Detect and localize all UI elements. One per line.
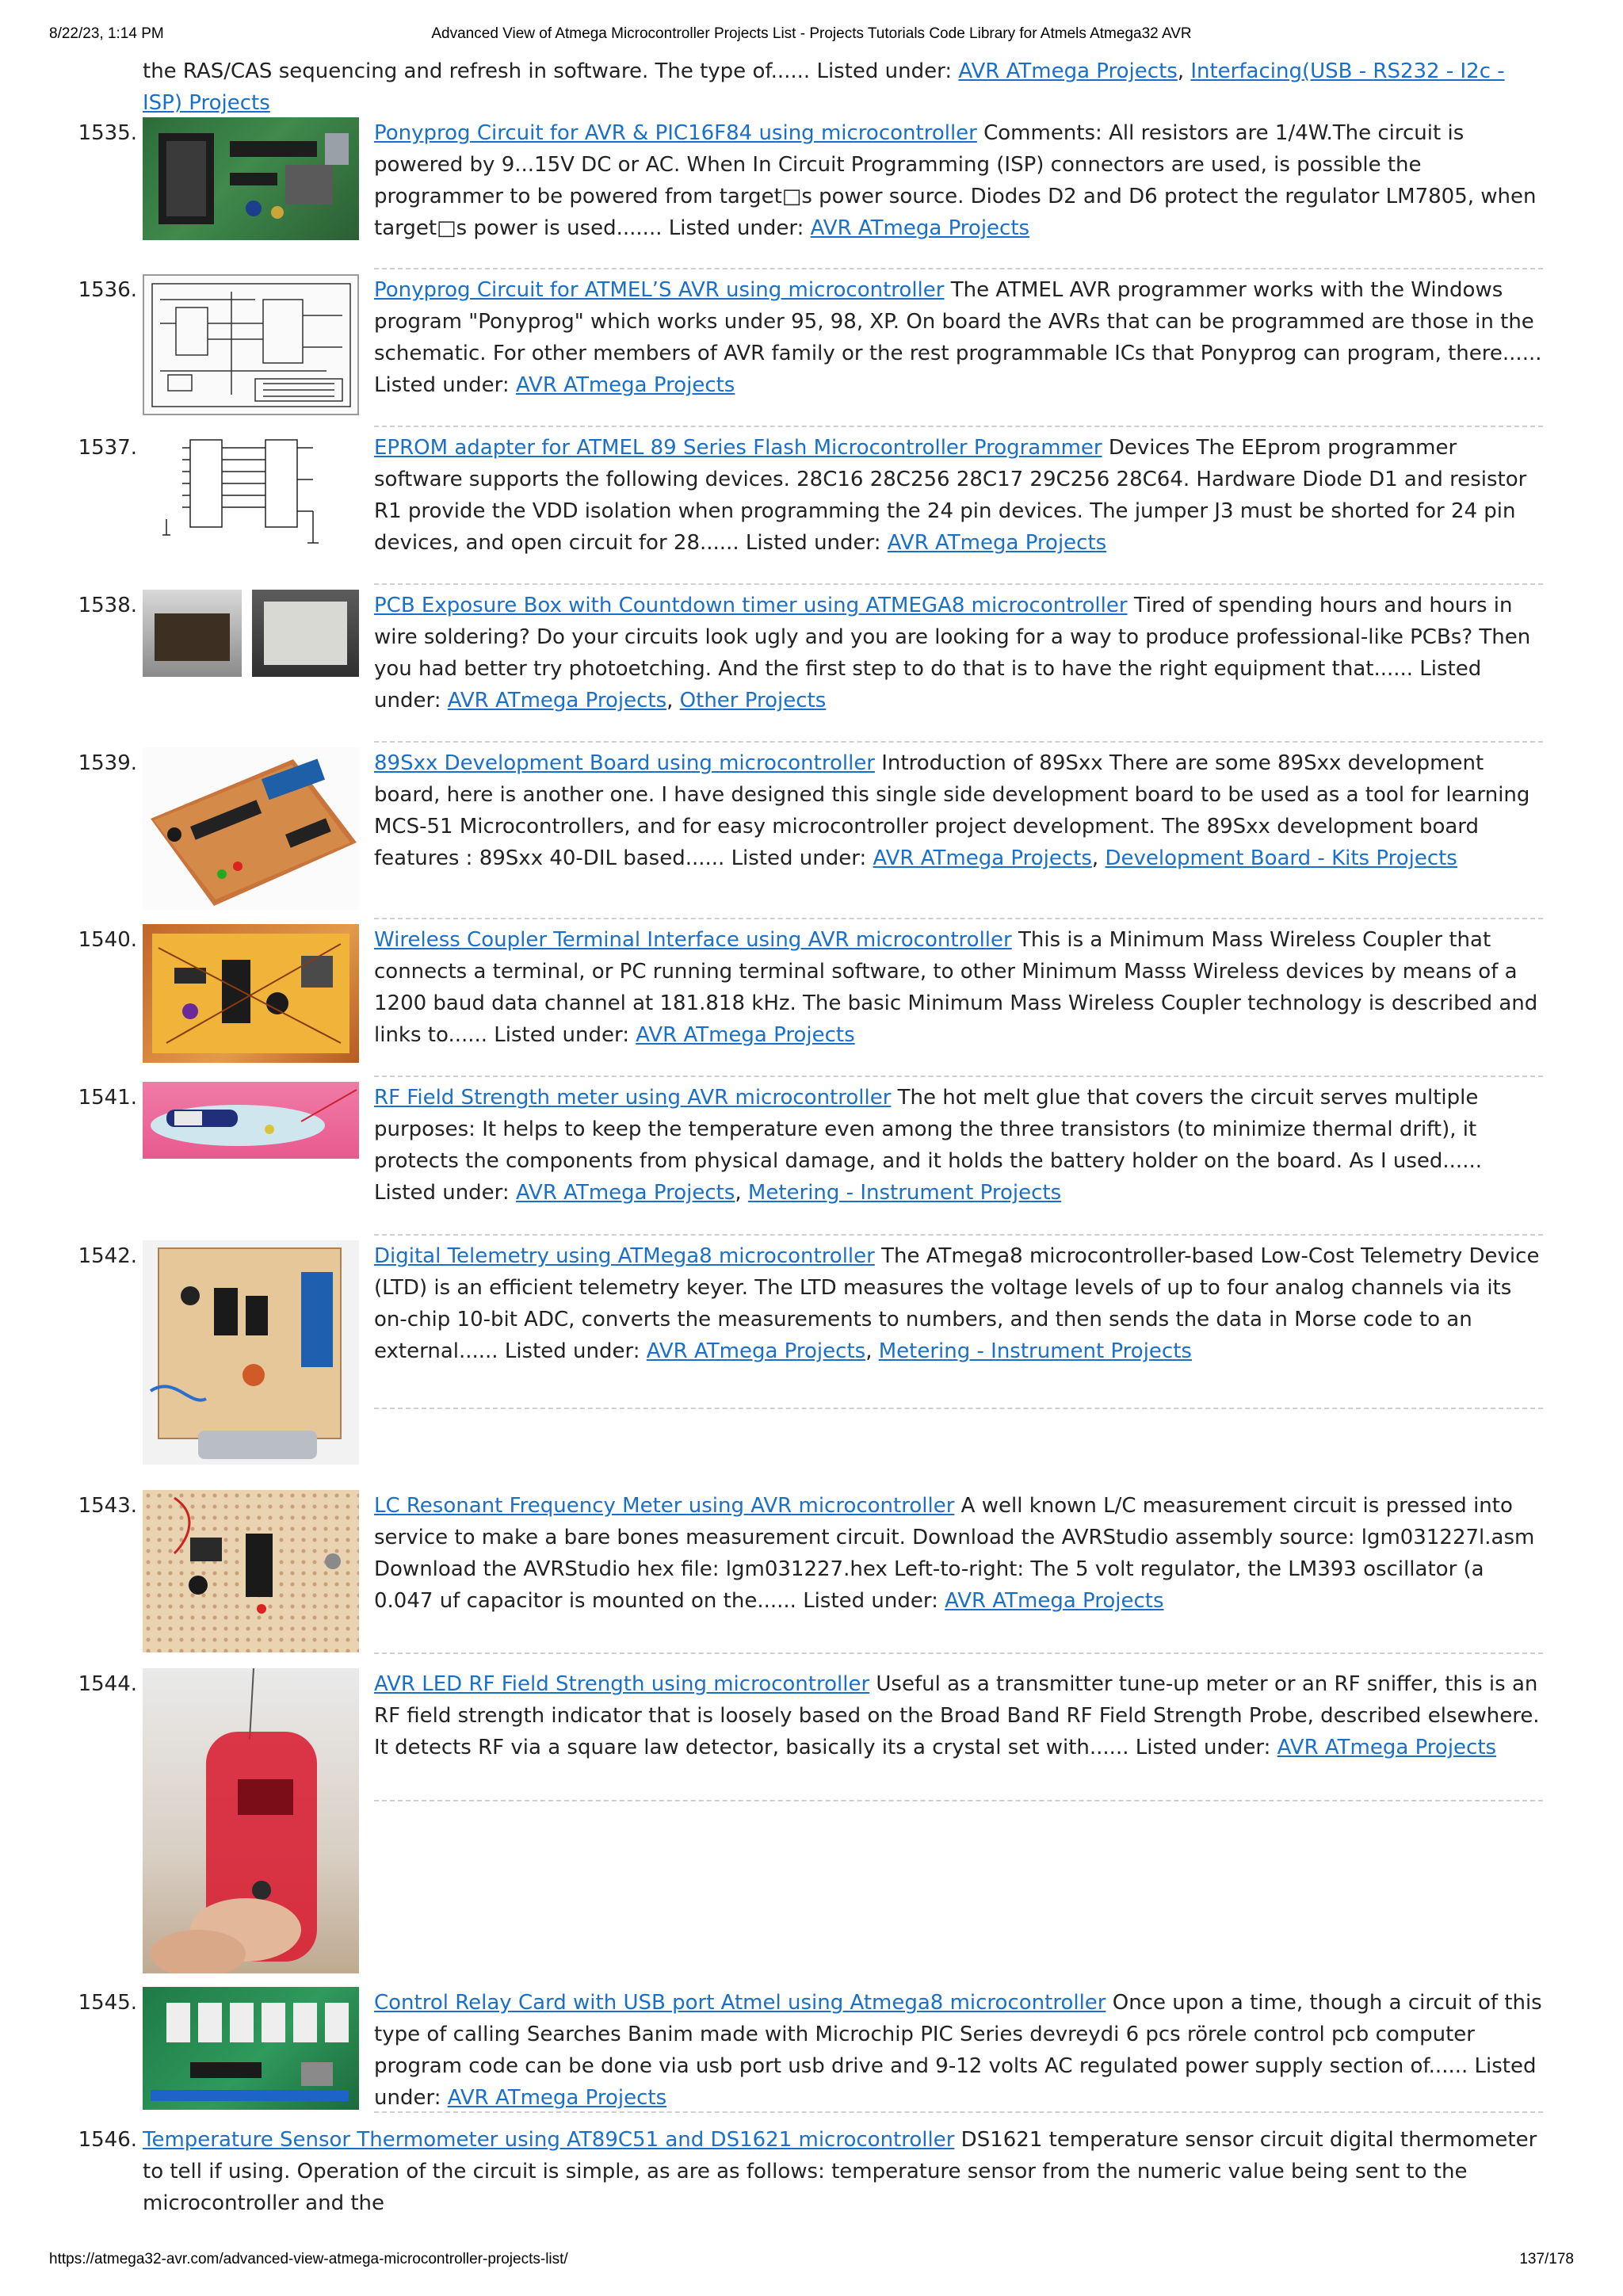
project-thumbnail[interactable] (143, 117, 359, 240)
project-thumbnail[interactable] (143, 1240, 359, 1465)
item-number: 1539. (78, 751, 137, 775)
relay-card-image (143, 1987, 359, 2110)
item-number: 1535. (78, 121, 137, 145)
divider (374, 1800, 1543, 1801)
item-number: 1541. (78, 1086, 137, 1110)
divider (374, 583, 1543, 585)
programmer-board-image (143, 117, 359, 240)
category-link[interactable]: AVR ATmega Projects (810, 216, 1030, 240)
divider (374, 741, 1543, 743)
project-description: The hot melt glue that covers the circuit serves multiple purposes: It helps to keep the temperature even among the three transistors (to minimize thermal drift), it protects the components from physical damage, and it holds the battery holder on the board. As I used...... Listed under: (374, 1086, 1482, 1205)
category-link[interactable]: Development Board - Kits Projects (1105, 846, 1457, 870)
category-link[interactable]: AVR ATmega Projects (945, 1589, 1164, 1613)
item-text: RF Field Strength meter using AVR microcontroller The hot melt glue that covers the circuit serves multiple purposes: It helps to keep the temperature even among the three transistors (to minimize thermal drift), it protects the components from physical damage, and it holds the battery holder on the board. As I used...... Listed under: AVR ATmega Projects, Metering - Instrument Projects (374, 1086, 1482, 1205)
project-description: The ATMEL AVR programmer works with the Windows program "Ponyprog" which works under 95, 98, XP. On board the AVRs that can be programmed are those in the schematic. For other members of AVR family or the rest programmable ICs that Ponyprog can program, there...... Listed under: (374, 278, 1542, 397)
item-number: 1536. (78, 278, 137, 302)
intro-continuation: the RAS/CAS sequencing and refresh in software. The type of...... Listed under: AVR ATmega Projects, Interfacing(USB - RS232 - I2c -ISP) Projects (143, 59, 1505, 115)
project-title-link[interactable]: PCB Exposure Box with Countdown timer using ATMEGA8 microcontroller (374, 594, 1128, 617)
page-number: 137/178 (1519, 2251, 1574, 2267)
project-description: The ATmega8 microcontroller-based Low-Cost Telemetry Device (LTD) is an efficient telemetry keyer. The LTD measures the voltage levels of up to four analog channels via its on-chip 10-bit ADC, converts the measurements to numbers, and then sends the data in Morse code to an external...... Listed under: (374, 1244, 1540, 1363)
item-text (374, 117, 1543, 244)
lc-meter-board-image (143, 1490, 359, 1652)
project-thumbnail[interactable] (143, 274, 359, 415)
project-title-link[interactable]: AVR LED RF Field Strength using microcontroller (374, 1672, 870, 1696)
divider (374, 1075, 1543, 1077)
category-link[interactable]: AVR ATmega Projects (1277, 1736, 1497, 1759)
category-link[interactable]: AVR ATmega Projects (515, 1181, 735, 1205)
item-text (374, 432, 1543, 559)
wireless-coupler-board-image (143, 924, 359, 1063)
divider (374, 268, 1543, 269)
project-description: DS1621 temperature sensor circuit digital thermometer to tell if using. Operation of the circuit is simple, as are as follows: temperature sensor from the numeric value being sent to the microcontroller and the (143, 2128, 1537, 2215)
eprom-schematic-image (143, 432, 359, 551)
project-title-link[interactable]: Digital Telemetry using ATMega8 microcontroller (374, 1244, 875, 1268)
item-number: 1543. (78, 1494, 137, 1518)
divider (374, 1408, 1543, 1409)
item-text (374, 1668, 1543, 1763)
development-board-image (143, 747, 359, 910)
project-title-link[interactable]: Control Relay Card with USB port Atmel using Atmega8 microcontroller (374, 1991, 1106, 2015)
project-description: Comments: All resistors are 1/4W.The circuit is powered by 9...15V DC or AC. When In Circuit Programming (ISP) connectors are used, is possible the programmer to be powered from target□s power source. Diodes D2 and D6 protect the regulator LM7805, when target□s power is used....... Listed under: (374, 121, 1537, 240)
item-text (374, 1987, 1543, 2114)
project-description: Once upon a time, though a circuit of this type of calling Searches Banim made with Microchip PIC Series devreydi 6 pcs rörele control pcb computer program code can be done via usb port usb drive and 9-12 volts AC regulated power supply section of...... Listed under: (374, 1991, 1542, 2110)
project-title-link[interactable]: RF Field Strength meter using AVR microcontroller (374, 1086, 892, 1110)
category-link[interactable]: AVR ATmega Projects (636, 1023, 855, 1047)
item-number: 1546. (78, 2128, 137, 2152)
exposure-box-photo (143, 590, 242, 677)
item-text: PCB Exposure Box with Countdown timer using ATMEGA8 microcontroller Tired of spending hours and hours in wire soldering? Do your circuits look ugly and you are looking for a way to produce professional-like PCBs? Then you had better try photoetching. And the first step to do that is to have the right equipment that...... Listed under: AVR ATmega Projects, Other Projects (374, 594, 1531, 712)
divider (374, 2111, 1543, 2113)
divider (374, 1234, 1543, 1236)
exposure-box-closed-photo (252, 590, 359, 677)
item-text (374, 1490, 1543, 1617)
schematic-image (144, 276, 357, 414)
project-title-link[interactable]: 89Sxx Development Board using microcontroller (374, 751, 875, 775)
project-thumbnail[interactable] (143, 747, 359, 910)
project-title-link[interactable]: EPROM adapter for ATMEL 89 Series Flash Microcontroller Programmer (374, 436, 1102, 460)
project-thumbnail[interactable] (143, 1082, 359, 1159)
category-link[interactable]: AVR ATmega Projects (515, 373, 735, 397)
category-link[interactable]: AVR ATmega Projects (887, 531, 1107, 555)
category-link[interactable]: AVR ATmega Projects (873, 846, 1092, 870)
telemetry-board-image (143, 1240, 359, 1465)
category-link[interactable]: Metering - Instrument Projects (878, 1339, 1192, 1363)
rf-meter-image (143, 1082, 359, 1159)
project-thumbnail[interactable] (143, 432, 359, 551)
project-title-link[interactable]: LC Resonant Frequency Meter using AVR microcontroller (374, 1494, 955, 1518)
item-text (374, 274, 1543, 401)
project-thumbnail[interactable] (143, 1490, 359, 1652)
project-description: A well known L/C measurement circuit is pressed into service to make a bare bones measurement circuit. Download the AVRStudio assembly source: lgm031227l.asm Download the AVRStudio hex file: lgm031227.hex Left-to-right: The 5 volt regulator, the LM393 oscillator (a 0.047 uf capacitor is mounted on the...... Listed under: (374, 1494, 1535, 1613)
item-text: 89Sxx Development Board using microcontroller Introduction of 89Sxx There are some 89Sxx development board, here is another one. I have designed this single side development board to be used as a tool for learning MCS-51 Microcontrollers, and for easy microcontroller project development. The 89Sxx development board features : 89Sxx 40-DIL based...... Listed under: AVR ATmega Projects, Development Board - Kits Projects (374, 751, 1530, 870)
project-description: Introduction of 89Sxx There are some 89Sxx development board, here is another one. I have designed this single side development board to be used as a tool for learning MCS-51 Microcontrollers, and for easy microcontroller project development. The 89Sxx development board features : 89Sxx 40-DIL based...... Listed under: (374, 751, 1530, 870)
item-text (374, 924, 1543, 1051)
divider (374, 918, 1543, 919)
project-thumbnail[interactable] (143, 590, 359, 677)
item-number: 1542. (78, 1244, 137, 1268)
item-text: Digital Telemetry using ATMega8 microcontroller The ATmega8 microcontroller-based Low-Cost Telemetry Device (LTD) is an efficient telemetry keyer. The LTD measures the voltage levels of up to four analog channels via its on-chip 10-bit ADC, converts the measurements to numbers, and then sends the data in Morse code to an external...... Listed under: AVR ATmega Projects, Metering - Instrument Projects (374, 1244, 1540, 1363)
project-description: Useful as a transmitter tune-up meter or an RF sniffer, this is an RF field strength indicator that is loosely based on the Broad Band RF Field Strength Probe, described elsewhere. It detects RF via a square law detector, basically its a crystal set with...... Listed under: (374, 1672, 1540, 1759)
category-link[interactable]: AVR ATmega Projects (447, 689, 667, 712)
item-text (143, 2124, 1543, 2219)
project-description: Devices The EEprom programmer software supports the following devices. 28C16 28C256 28C17 29C256 28C64. Hardware Diode D1 and resistor R1 provide the VDD isolation when programming the 24 pin devices. The jumper J3 must be shorted for 24 pin devices, and open circuit for 28...... Listed under: (374, 436, 1527, 555)
project-thumbnail[interactable] (143, 1987, 359, 2110)
item-number: 1545. (78, 1991, 137, 2015)
category-link[interactable]: Other Projects (679, 689, 827, 712)
project-thumbnail[interactable] (143, 924, 359, 1063)
print-footer (49, 2251, 1574, 2273)
print-header (49, 25, 1574, 48)
item-number: 1540. (78, 928, 137, 952)
led-rf-strength-image (143, 1668, 359, 1973)
divider (374, 1652, 1543, 1654)
category-link[interactable]: AVR ATmega Projects (646, 1339, 866, 1363)
item-number: 1538. (78, 594, 137, 617)
item-number: 1537. (78, 436, 137, 460)
intro-text: the RAS/CAS sequencing and refresh in software. The type of...... Listed under: (143, 59, 959, 83)
project-thumbnail[interactable] (143, 1668, 359, 1973)
project-title-link[interactable]: Wireless Coupler Terminal Interface using AVR microcontroller (374, 928, 1012, 952)
project-title-link[interactable]: Temperature Sensor Thermometer using AT89C51 and DS1621 microcontroller (143, 2128, 955, 2152)
category-link[interactable]: Interfacing(USB - RS232 - I2c -ISP) Projects (143, 59, 1505, 115)
divider (374, 426, 1543, 427)
print-page-title: Advanced View of Atmega Microcontroller Projects List - Projects Tutorials Code Library for Atmels Atmega32 AVR (431, 25, 1192, 42)
project-description: This is a Minimum Mass Wireless Coupler that connects a terminal, or PC running terminal software, to other Minimum Masss Wireless devices by means of a 1200 baud data channel at 181.818 kHz. The basic Minimum Mass Wireless Coupler technology is described and links to...... Listed under: (374, 928, 1538, 1047)
project-title-link[interactable]: Ponyprog Circuit for AVR & PIC16F84 using microcontroller (374, 121, 977, 145)
print-date: 8/22/23, 1:14 PM (49, 25, 164, 42)
category-link[interactable]: AVR ATmega Projects (958, 59, 1178, 83)
category-link[interactable]: AVR ATmega Projects (447, 2086, 667, 2110)
category-link[interactable]: Metering - Instrument Projects (747, 1181, 1062, 1205)
item-number: 1544. (78, 1672, 137, 1696)
project-title-link[interactable]: Ponyprog Circuit for ATMEL’S AVR using microcontroller (374, 278, 945, 302)
page-url: https://atmega32-avr.com/advanced-view-atmega-microcontroller-projects-list/ (49, 2251, 568, 2267)
project-description: Tired of spending hours and hours in wire soldering? Do your circuits look ugly and you are looking for a way to produce professional-like PCBs? Then you had better try photoetching. And the first step to do that is to have the right equipment that...... Listed under: (374, 594, 1531, 712)
